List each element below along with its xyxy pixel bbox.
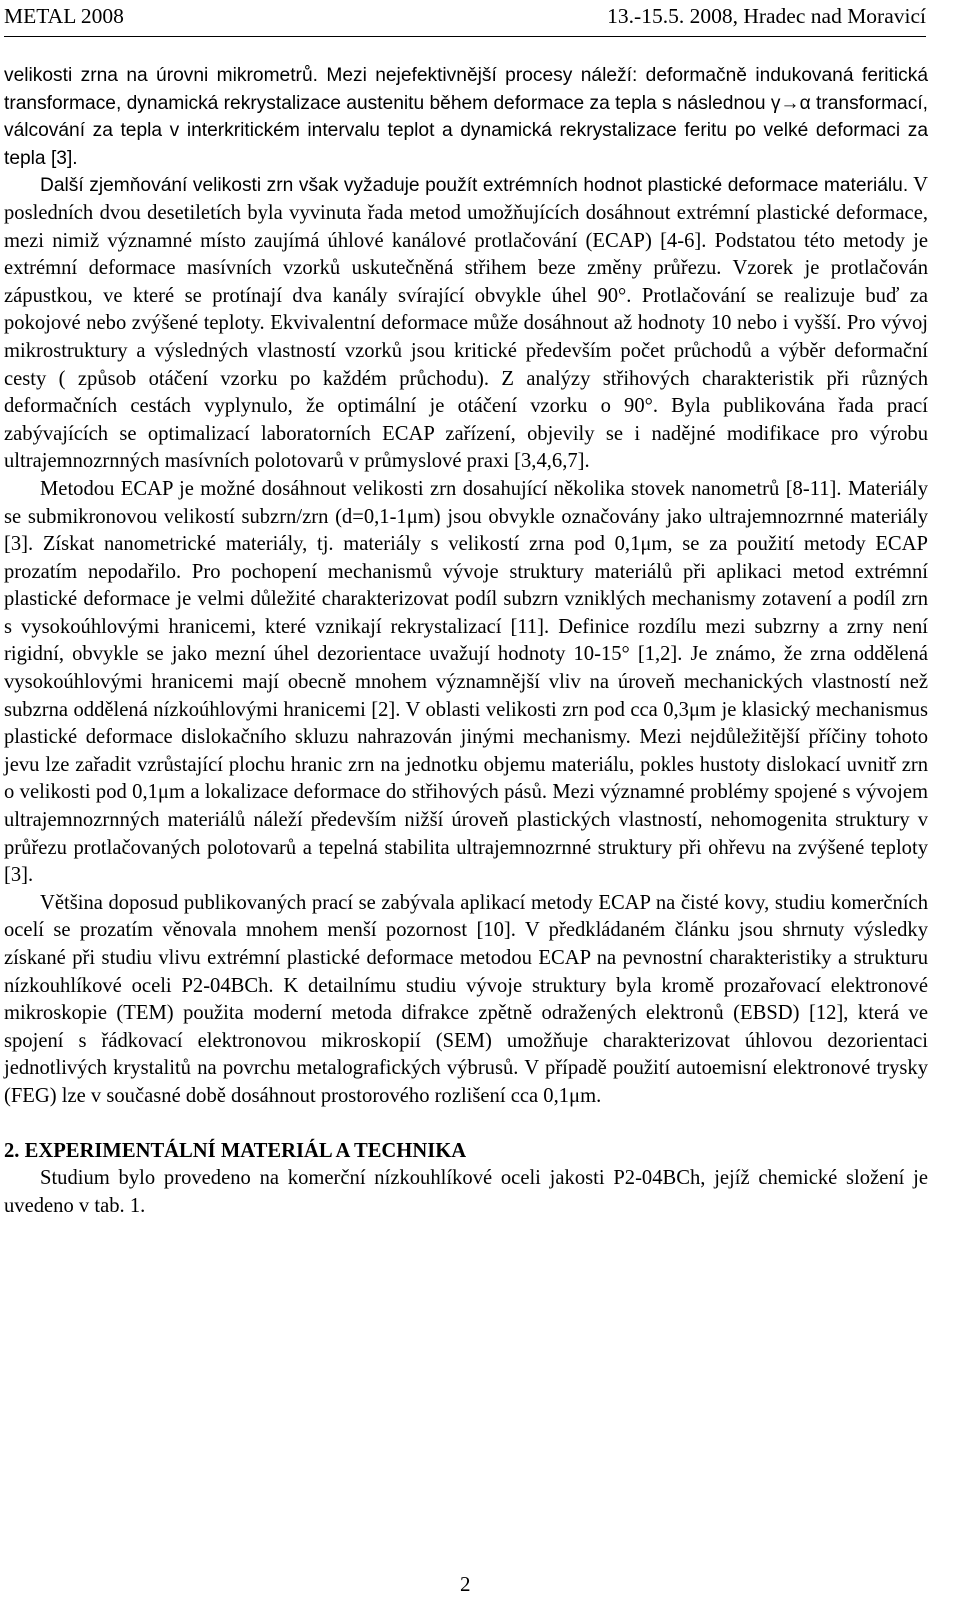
paragraph-2-lead: Další zjemňování velikosti zrn však vyžaduje použít extrémních hodnot plastické deformace materiálu. <box>40 175 909 197</box>
page-body <box>4 62 928 1220</box>
paragraph-4: Většina doposud publikovaných prací se zabývala aplikací metody ECAP na čisté kovy, studiu komerčních ocelí se prozatím věnovala mnohem menší pozornost [10]. V předkládaném článku jsou shrnuty výsledky získané při studiu vlivu extrémní plastické deformace metodou ECAP na pevnostní charakteristiky a strukturu nízkouhlíkové oceli P2-04BCh. K detailnímu studiu vývoje struktury byla kromě prozařovací elektronové mikroskopie (TEM) použita moderní metoda difrakce zpětně odražených elektronů (EBSD) [12], která ve spojení s řádkovací elektronovou mikroskopií (SEM) umožňuje charakterizovat úhlovou dezorientaci jednotlivých krystalitů na povrchu metalografických výbrusů. V případě použití autoemisní elektronové trysky (FEG) lze v současné době dosáhnout prostorového rozlišení cca 0,1μm. <box>4 891 928 1107</box>
section-paragraph: Studium bylo provedeno na komerční nízkouhlíkové oceli jakosti P2-04BCh, jejíž chemické složení je uvedeno v tab. 1. <box>4 1167 928 1217</box>
section-heading: 2. EXPERIMENTÁLNÍ MATERIÁL A TECHNIKA <box>4 1139 467 1162</box>
header-date-location: 13.-15.5. 2008, Hradec nad Moravicí <box>607 4 926 28</box>
header-conference: METAL 2008 <box>4 4 124 28</box>
paragraph-1: velikosti zrna na úrovni mikrometrů. Mezi nejefektivnější procesy náleží: deformačně indukovaná feritická transformace, dynamická rekrystalizace austenitu během deformace za tepla s následnou γ→α transformací, válcování za tepla v interkritickém intervalu teplot a dynamická rekrystalizace feritu po velké deformaci za tepla [3]. <box>4 65 928 169</box>
paragraph-3: Metodou ECAP je možné dosáhnout velikosti zrn dosahující několika stovek nanometrů [8-11]. Materiály se submikronovou velikostí subzrn/zrn (d=0,1-1μm) jsou obvykle označovány jako ultrajemnozrnné materiály [3]. Získat nanometrické materiály, tj. materiály s velikostí zrna pod 0,1μm, se za použití metody ECAP prozatím nepodařilo. Pro pochopení mechanismů vývoje struktury materiálů při aplikaci metod extrémní plastické deformace je velmi důležité charakterizovat podíl subzrn vzniklých mechanismy zotavení a podíl zrn s vysokoúhlovými hranicemi, které vznikají rekrystalizací [11]. Definice rozdílu mezi subzrny a zrny není rigidní, obvykle se jako mezní úhel dezorientace uvažují hodnoty 10-15° [1,2]. Je známo, že zrna oddělená vysokoúhlovými hranicemi mají obecně mnohem významnější vliv na úroveň mechanických vlastností než subzrna oddělená nízkoúhlovými hranicemi [2]. V oblasti velikosti zrn pod cca 0,3μm je klasický mechanismus plastické deformace dislokačního skluzu nahrazován jinými mechanismy. Mezi nejdůležitější příčiny tohoto jevu lze zařadit vzrůstající plochu hranic zrn na jednotku objemu materiálu, pokles hustoty dislokací uvnitř zrn o velikosti pod 0,1μm a lokalizace deformace do střihových pásů. Mezi významné problémy spojené s vývojem ultrajemnozrnných materiálů náleží především nižší úroveň plastických vlastností, nehomogenita struktury v průřezu protlačovaných polotovarů a tepelná stabilita ultrajemnozrnné struktury při ohřevu na zvýšené teploty [3]. <box>4 477 928 887</box>
paragraph-2 <box>4 172 928 476</box>
page-number: 2 <box>460 1572 471 1596</box>
page-header <box>4 2 926 37</box>
section-gap <box>4 1111 928 1138</box>
paragraph-2-body: V posledních dvou desetiletích byla vyvinuta řada metod umožňujících dosáhnout extrémní plastické deformace, mezi nimiž významné místo zaujímá úhlové kanálové protlačování (ECAP) [4-6]. Podstatou této metody je extrémní deformace masívních vzorků uskutečněná střihem beze změny průřezu. Vzorek je protlačován zápustkou, ve které se protínají dva kanály svírající obvykle úhel 90°. Protlačování se realizuje buď za pokojové nebo zvýšené teploty. Ekvivalentní deformace může dosáhnout až hodnoty 10 nebo i vyšší. Pro vývoj mikrostruktury a výsledných vlastností vzorků jsou kritické především počet průchodů a výběr deformační cesty ( způsob otáčení vzorku po každém průchodu). Z analýzy střihových charakteristik při různých deformačních cestách vyplynulo, že optimální je otáčení vzorku o 90°. Byla publikována řada prací zabývajících se optimalizací laboratorních ECAP zařízení, objevily se i nadějné modifikace pro výrobu ultrajemnozrnných masívních polotovarů v průmyslové praxi [3,4,6,7]. <box>4 174 929 473</box>
